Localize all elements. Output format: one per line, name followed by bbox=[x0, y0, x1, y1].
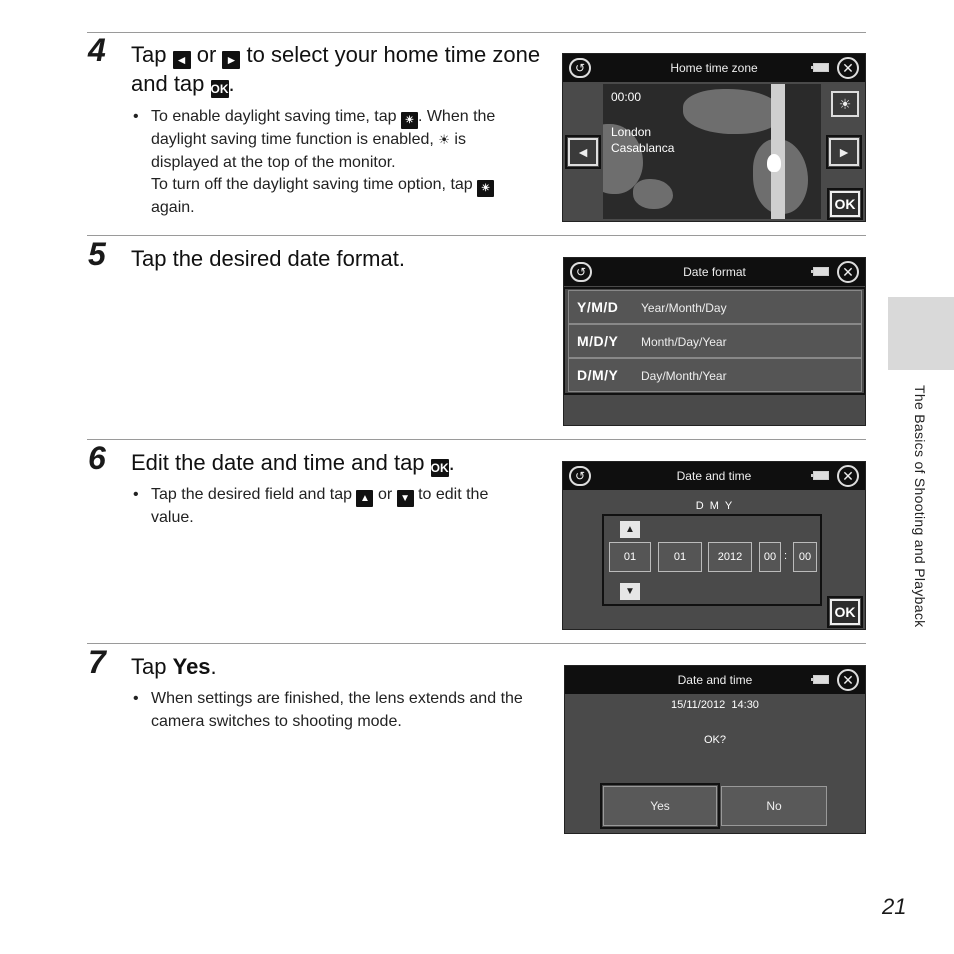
time-zone-marker bbox=[767, 154, 781, 172]
daylight-saving-icon: ☀ bbox=[401, 112, 418, 129]
close-button[interactable]: ✕ bbox=[837, 57, 859, 79]
date-format-option[interactable] bbox=[568, 358, 862, 392]
screen-title: Date format bbox=[683, 265, 746, 279]
year-field[interactable]: 2012 bbox=[708, 542, 752, 572]
step-number: 4 bbox=[88, 32, 106, 68]
back-button[interactable]: ↺ bbox=[569, 466, 591, 486]
close-button[interactable]: ✕ bbox=[837, 465, 859, 487]
section-label: The Basics of Shooting and Playback bbox=[912, 385, 928, 628]
minute-field[interactable]: 00 bbox=[793, 542, 817, 572]
step-number: 6 bbox=[88, 440, 106, 476]
step-title: Tap ◄ or ► to select your home time zone and tap OK. bbox=[131, 42, 541, 96]
daylight-saving-button[interactable]: ☀ bbox=[831, 91, 859, 117]
step-bullets bbox=[131, 484, 531, 530]
screen-title: Home time zone bbox=[670, 61, 758, 75]
battery-icon bbox=[813, 63, 829, 72]
up-arrow-icon: ▲ bbox=[356, 490, 373, 507]
prev-zone-button[interactable]: ◄ bbox=[568, 138, 598, 166]
decrement-button[interactable]: ▼ bbox=[620, 583, 640, 600]
date-time-screen bbox=[562, 461, 866, 630]
list-item: • When settings are finished, the lens extends and the camera switches to shooting mode. bbox=[131, 688, 531, 733]
divider bbox=[87, 32, 866, 33]
step-bullets bbox=[131, 688, 531, 733]
date-format-option[interactable] bbox=[568, 290, 862, 324]
increment-button[interactable]: ▲ bbox=[620, 521, 640, 538]
back-button[interactable]: ↺ bbox=[569, 58, 591, 78]
divider bbox=[87, 439, 866, 440]
close-button[interactable]: ✕ bbox=[837, 669, 859, 691]
divider bbox=[87, 235, 866, 236]
battery-icon bbox=[813, 471, 829, 480]
screen-title: Date and time bbox=[676, 469, 752, 483]
down-arrow-icon: ▼ bbox=[397, 490, 414, 507]
date-format-symbol: Y/M/D bbox=[577, 299, 619, 315]
step-bullets bbox=[131, 106, 531, 220]
right-arrow-icon: ► bbox=[222, 51, 240, 69]
date-format-label: Day/Month/Year bbox=[641, 369, 727, 383]
list-item: • Tap the desired field and tap ▲ or ▼ to edit the value. bbox=[131, 484, 531, 530]
screen-title: Date and time bbox=[677, 673, 753, 687]
zone-city: Casablanca bbox=[611, 141, 675, 155]
daylight-saving-icon: ☀ bbox=[477, 180, 494, 197]
divider bbox=[87, 643, 866, 644]
step-title: Tap Yes. bbox=[131, 654, 217, 679]
zone-city: London bbox=[611, 125, 652, 139]
date-format-label: Year/Month/Day bbox=[641, 301, 727, 315]
date-format-symbol: M/D/Y bbox=[577, 333, 619, 349]
confirm-screen bbox=[564, 665, 866, 834]
back-button[interactable]: ↺ bbox=[570, 262, 592, 282]
page-number: 21 bbox=[882, 894, 907, 919]
confirm-datetime: 15/11/2012 14:30 bbox=[671, 699, 759, 711]
date-format-symbol: D/M/Y bbox=[577, 367, 619, 383]
day-field[interactable]: 01 bbox=[609, 542, 651, 572]
close-button[interactable]: ✕ bbox=[837, 261, 859, 283]
step-title: Tap the desired date format. bbox=[131, 246, 405, 271]
section-tab bbox=[888, 297, 954, 370]
list-item: • To enable daylight saving time, tap ☀ . When the daylight saving time function is enabled, ☀ is displayed at the top of the monitor. To turn off the daylight saving time option, tap ☀ again. bbox=[131, 106, 531, 220]
home-time-zone-screen bbox=[562, 53, 866, 222]
step-number: 5 bbox=[88, 236, 106, 272]
no-button[interactable]: No bbox=[721, 786, 827, 826]
date-format-label: Month/Day/Year bbox=[641, 335, 727, 349]
step-title: Edit the date and time and tap OK. bbox=[131, 450, 455, 475]
yes-button[interactable]: Yes bbox=[603, 786, 717, 826]
daylight-saving-icon: ☀ bbox=[438, 132, 450, 147]
date-format-option[interactable] bbox=[568, 324, 862, 358]
ok-icon: OK bbox=[430, 461, 449, 475]
ok-icon: OK bbox=[210, 82, 229, 96]
month-field[interactable]: 01 bbox=[658, 542, 702, 572]
confirm-question: OK? bbox=[703, 734, 726, 746]
date-format-list bbox=[564, 288, 865, 394]
zone-time: 00:00 bbox=[611, 90, 642, 104]
hour-field[interactable]: 00 bbox=[759, 542, 781, 572]
ok-button[interactable]: OK bbox=[830, 599, 860, 625]
time-separator: : bbox=[784, 550, 788, 562]
time-zone-band bbox=[771, 84, 785, 219]
ok-button[interactable]: OK bbox=[830, 191, 860, 217]
next-zone-button[interactable]: ► bbox=[829, 138, 859, 166]
step-number: 7 bbox=[88, 644, 106, 680]
battery-icon bbox=[813, 675, 829, 684]
date-order-label: D M Y bbox=[695, 500, 733, 512]
battery-icon bbox=[813, 267, 829, 276]
date-format-screen bbox=[563, 257, 866, 426]
left-arrow-icon: ◄ bbox=[173, 51, 191, 69]
